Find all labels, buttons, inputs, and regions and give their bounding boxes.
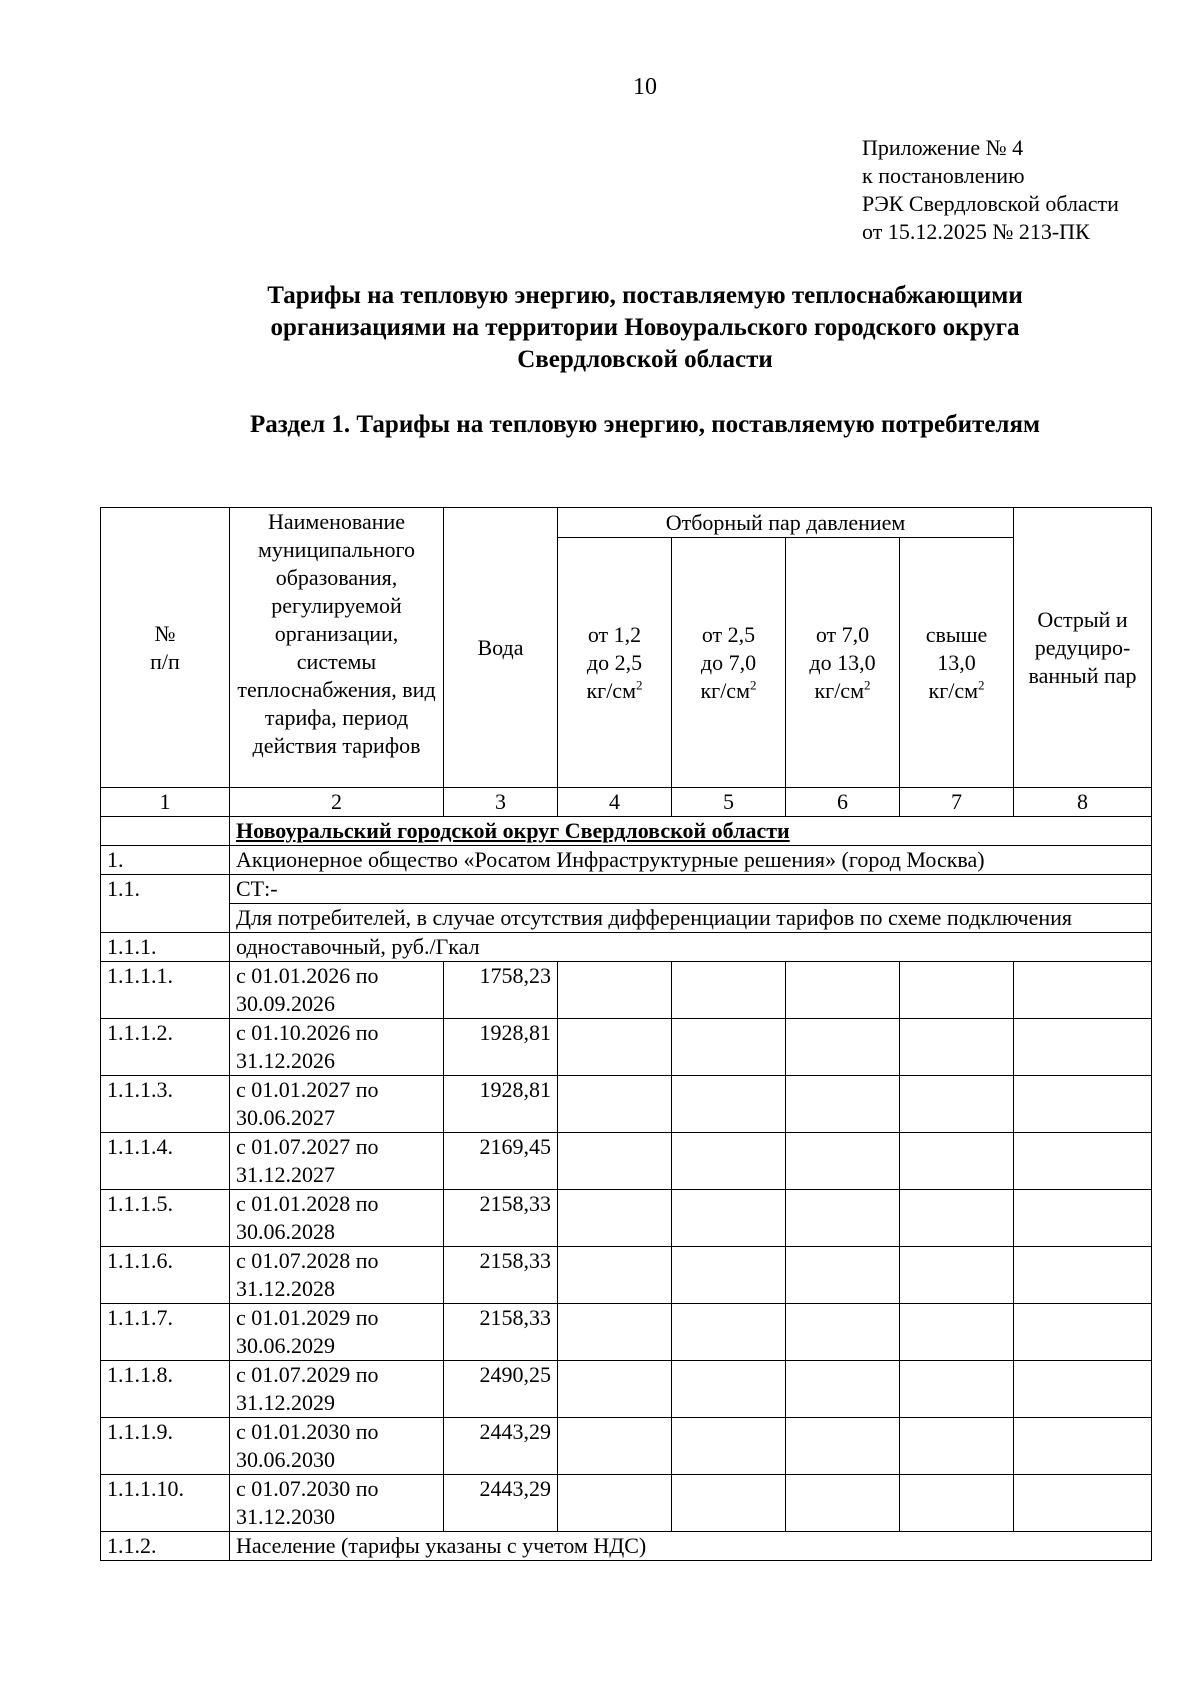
empty-cell xyxy=(900,1247,1014,1304)
empty-cell xyxy=(786,1247,900,1304)
period-start: с 01.01.2029 по xyxy=(236,1305,379,1330)
tariff-type-row xyxy=(101,933,1152,962)
period-cell xyxy=(230,1247,444,1304)
column-number-row xyxy=(101,788,1152,817)
population-row xyxy=(101,1532,1152,1561)
unit-text: кг/см xyxy=(586,677,636,703)
column-number: 1 xyxy=(101,788,230,817)
organization-row xyxy=(101,846,1152,875)
appendix-line: Приложение № 4 xyxy=(862,135,1024,160)
empty-cell xyxy=(900,1019,1014,1076)
empty-cell xyxy=(672,1304,786,1361)
empty-cell xyxy=(558,1304,672,1361)
header-col4-line1: от 1,2 xyxy=(587,621,642,647)
column-number: 3 xyxy=(444,788,558,817)
header-water: Вода xyxy=(444,508,558,788)
water-tariff: 1928,81 xyxy=(444,1076,558,1133)
header-number-sign: № xyxy=(154,620,176,646)
period-end: 30.06.2030 xyxy=(236,1447,335,1472)
table-row xyxy=(101,1019,1152,1076)
row-number: 1.1.1.6. xyxy=(101,1247,230,1304)
empty-cell xyxy=(900,1133,1014,1190)
consumer-note: Для потребителей, в случае отсутствия дифференциации тарифов по схеме подключения xyxy=(230,904,1152,933)
table-row xyxy=(101,1133,1152,1190)
population-label: Население (тарифы указаны с учетом НДС) xyxy=(230,1532,1152,1561)
header-number xyxy=(101,508,230,788)
empty-cell xyxy=(1014,1304,1152,1361)
water-tariff: 2158,33 xyxy=(444,1247,558,1304)
water-tariff: 2443,29 xyxy=(444,1418,558,1475)
row-number: 1.1.1.4. xyxy=(101,1133,230,1190)
empty-cell xyxy=(900,962,1014,1019)
period-cell xyxy=(230,962,444,1019)
empty-cell xyxy=(558,1190,672,1247)
column-number: 2 xyxy=(230,788,444,817)
empty-cell xyxy=(786,1361,900,1418)
header-col7-line1: свыше xyxy=(925,621,988,647)
header-col5-line2: до 7,0 xyxy=(700,649,757,675)
empty-cell xyxy=(786,1076,900,1133)
appendix-line: от 15.12.2025 № 213-ПК xyxy=(862,219,1090,244)
document-title xyxy=(100,280,1190,376)
empty-cell xyxy=(558,1019,672,1076)
empty-cell xyxy=(1014,1190,1152,1247)
period-start: с 01.01.2026 по xyxy=(236,963,379,988)
municipality-name: Новоуральский городской округ Свердловской области xyxy=(230,817,1152,846)
period-end: 31.12.2026 xyxy=(236,1048,335,1073)
tariff-type: одноставочный, руб./Гкал xyxy=(230,933,1152,962)
section-title: Раздел 1. Тарифы на тепловую энергию, поставляемую потребителям xyxy=(249,411,1041,438)
empty-cell xyxy=(558,1361,672,1418)
period-cell xyxy=(230,1133,444,1190)
period-end: 31.12.2030 xyxy=(236,1504,335,1529)
empty-cell xyxy=(672,1361,786,1418)
empty-cell xyxy=(672,1019,786,1076)
table-body xyxy=(101,788,1152,962)
water-tariff: 2158,33 xyxy=(444,1304,558,1361)
empty-cell xyxy=(101,817,230,846)
period-start: с 01.01.2027 по xyxy=(236,1077,379,1102)
period-end: 30.09.2026 xyxy=(236,991,335,1016)
period-end: 31.12.2029 xyxy=(236,1390,335,1415)
empty-cell xyxy=(558,1076,672,1133)
unit-sup: 2 xyxy=(750,677,757,693)
unit-sup: 2 xyxy=(978,677,985,693)
empty-cell xyxy=(1014,1076,1152,1133)
municipality-row xyxy=(101,817,1152,846)
table-row xyxy=(101,1304,1152,1361)
period-start: с 01.10.2026 по xyxy=(236,1020,379,1045)
period-end: 31.12.2028 xyxy=(236,1276,335,1301)
header-unit xyxy=(792,677,893,705)
row-number: 1.1.1.10. xyxy=(101,1475,230,1532)
period-cell xyxy=(230,1304,444,1361)
period-start: с 01.07.2029 по xyxy=(236,1362,379,1387)
row-number: 1.1.1. xyxy=(101,933,230,962)
empty-cell xyxy=(900,1304,1014,1361)
title-line: организациями на территории Новоуральского городского округа xyxy=(270,314,1020,341)
empty-cell xyxy=(672,1076,786,1133)
appendix-line: РЭК Свердловской области xyxy=(862,191,1119,216)
empty-cell xyxy=(558,1247,672,1304)
table-row xyxy=(101,962,1152,1019)
empty-cell xyxy=(1014,1019,1152,1076)
empty-cell xyxy=(900,1190,1014,1247)
empty-cell xyxy=(672,1418,786,1475)
water-tariff: 2169,45 xyxy=(444,1133,558,1190)
table-row xyxy=(101,1475,1152,1532)
header-name: Наименование муниципального образования, регулируемой организации, системы теплоснабжения, вид тарифа, период действия тарифов xyxy=(230,508,444,788)
period-end: 31.12.2027 xyxy=(236,1162,335,1187)
period-rows xyxy=(101,962,1152,1532)
appendix-block xyxy=(862,134,1119,246)
period-start: с 01.07.2030 по xyxy=(236,1476,379,1501)
empty-cell xyxy=(1014,1247,1152,1304)
row-number: 1.1.1.1. xyxy=(101,962,230,1019)
unit-text: кг/см xyxy=(814,677,864,703)
empty-cell xyxy=(786,1190,900,1247)
header-col4 xyxy=(558,538,672,788)
header-unit xyxy=(906,677,1007,705)
period-end: 30.06.2027 xyxy=(236,1105,335,1130)
empty-cell xyxy=(900,1475,1014,1532)
note-row xyxy=(101,904,1152,933)
unit-sup: 2 xyxy=(636,677,643,693)
row-number: 1.1.1.2. xyxy=(101,1019,230,1076)
unit-text: кг/см xyxy=(700,677,750,703)
header-number-label: п/п xyxy=(150,648,180,674)
header-col5-line1: от 2,5 xyxy=(701,621,756,647)
empty-cell xyxy=(1014,962,1152,1019)
row-number: 1.1.1.7. xyxy=(101,1304,230,1361)
header-col7 xyxy=(900,538,1014,788)
period-start: с 01.01.2028 по xyxy=(236,1191,379,1216)
column-number: 8 xyxy=(1014,788,1152,817)
header-col7-line2: 13,0 xyxy=(937,649,976,675)
unit-text: кг/см xyxy=(928,677,979,703)
empty-cell xyxy=(786,1475,900,1532)
empty-cell xyxy=(672,1475,786,1532)
header-live-steam: Острый и редуциро-ванный пар xyxy=(1014,508,1152,788)
empty-cell xyxy=(1014,1418,1152,1475)
system-name: СТ:- xyxy=(230,875,1152,904)
header-steam-group: Отборный пар давлением xyxy=(558,508,1014,538)
empty-cell xyxy=(672,1190,786,1247)
header-unit xyxy=(564,677,665,705)
column-number: 4 xyxy=(558,788,672,817)
period-end: 30.06.2029 xyxy=(236,1333,335,1358)
empty-cell xyxy=(786,1304,900,1361)
row-number: 1.1.2. xyxy=(101,1532,230,1561)
period-cell xyxy=(230,1475,444,1532)
empty-cell xyxy=(558,1133,672,1190)
row-number: 1.1.1.8. xyxy=(101,1361,230,1418)
appendix-line: к постановлению xyxy=(862,163,1025,188)
water-tariff: 2490,25 xyxy=(444,1361,558,1418)
header-col6-line1: от 7,0 xyxy=(815,621,870,647)
table-row xyxy=(101,1076,1152,1133)
empty-cell xyxy=(786,1418,900,1475)
table-row xyxy=(101,1190,1152,1247)
period-start: с 01.01.2030 по xyxy=(236,1419,379,1444)
empty-cell xyxy=(1014,1361,1152,1418)
empty-cell xyxy=(672,1247,786,1304)
empty-cell xyxy=(786,1019,900,1076)
period-cell xyxy=(230,1361,444,1418)
empty-cell xyxy=(672,962,786,1019)
row-number: 1.1.1.3. xyxy=(101,1076,230,1133)
period-start: с 01.07.2028 по xyxy=(236,1248,379,1273)
water-tariff: 2158,33 xyxy=(444,1190,558,1247)
empty-cell xyxy=(558,1475,672,1532)
empty-cell xyxy=(672,1133,786,1190)
page-number: 10 xyxy=(633,74,657,100)
header-unit xyxy=(678,677,779,705)
header-col6-line2: до 13,0 xyxy=(809,649,876,675)
period-cell xyxy=(230,1076,444,1133)
empty-cell xyxy=(558,1418,672,1475)
row-number: 1.1. xyxy=(101,875,230,933)
column-number: 6 xyxy=(786,788,900,817)
unit-sup: 2 xyxy=(864,677,871,693)
period-cell xyxy=(230,1019,444,1076)
header-col6 xyxy=(786,538,900,788)
empty-cell xyxy=(1014,1475,1152,1532)
empty-cell xyxy=(900,1361,1014,1418)
table-header xyxy=(101,508,1152,788)
title-line: Тарифы на тепловую энергию, поставляемую теплоснабжающими xyxy=(267,282,1023,309)
empty-cell xyxy=(900,1418,1014,1475)
empty-cell xyxy=(786,1133,900,1190)
system-row xyxy=(101,875,1152,904)
column-number: 5 xyxy=(672,788,786,817)
water-tariff: 2443,29 xyxy=(444,1475,558,1532)
table-row xyxy=(101,1418,1152,1475)
tariff-table xyxy=(100,507,1152,1561)
empty-cell xyxy=(1014,1133,1152,1190)
title-line: Свердловской области xyxy=(517,346,773,373)
period-start: с 01.07.2027 по xyxy=(236,1134,379,1159)
organization-name: Акционерное общество «Росатом Инфраструктурные решения» (город Москва) xyxy=(230,846,1152,875)
period-end: 30.06.2028 xyxy=(236,1219,335,1244)
period-cell xyxy=(230,1418,444,1475)
table-row xyxy=(101,1361,1152,1418)
population-section xyxy=(101,1532,1152,1561)
empty-cell xyxy=(786,962,900,1019)
empty-cell xyxy=(558,962,672,1019)
row-number: 1.1.1.5. xyxy=(101,1190,230,1247)
empty-cell xyxy=(900,1076,1014,1133)
header-col4-line2: до 2,5 xyxy=(586,649,643,675)
row-number: 1.1.1.9. xyxy=(101,1418,230,1475)
water-tariff: 1758,23 xyxy=(444,962,558,1019)
column-number: 7 xyxy=(900,788,1014,817)
period-cell xyxy=(230,1190,444,1247)
table-row xyxy=(101,1247,1152,1304)
row-number: 1. xyxy=(101,846,230,875)
header-col5 xyxy=(672,538,786,788)
water-tariff: 1928,81 xyxy=(444,1019,558,1076)
